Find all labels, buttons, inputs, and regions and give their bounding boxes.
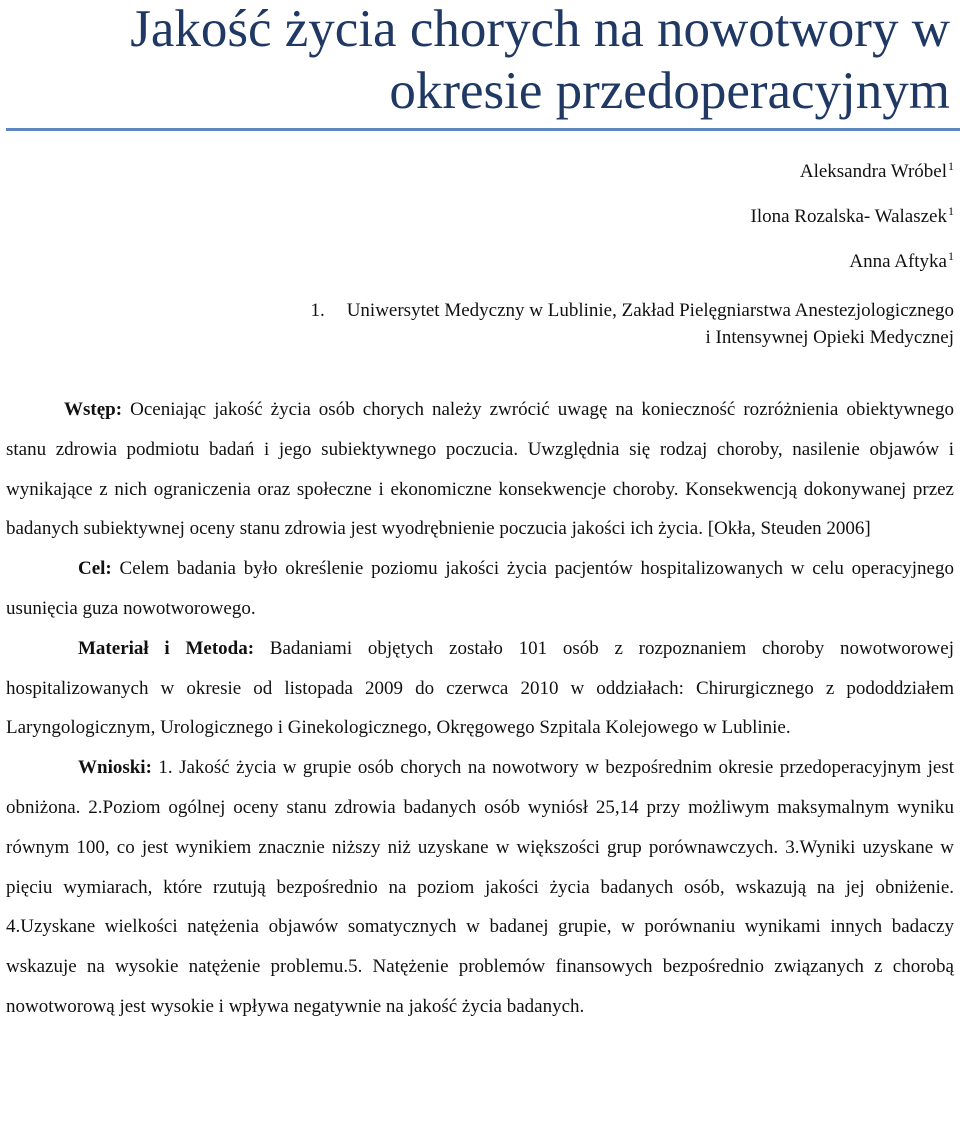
- affiliation: [194, 297, 954, 351]
- section-conclusions-label: Wnioski:: [78, 757, 152, 779]
- author-2: [751, 205, 955, 228]
- author-3: [751, 250, 955, 273]
- title-divider: [6, 128, 960, 131]
- affiliation-text-1: Uniwersytet Medyczny w Lublinie, Zakład Pielęgniarstwa Anestezjologicznego: [346, 300, 954, 321]
- section-intro-label: Wstęp:: [64, 399, 123, 420]
- author-1: [751, 160, 955, 183]
- section-conclusions-text: 1. Jakość życia w grupie osób chorych na nowotwory w bezpośrednim okresie przedoperacyjnym jest obniżona. 2.Poziom ogólnej oceny stanu zdrowia badanych osób wyniósł 25,14 przy możliwym maksymalnym wyniku równym 100, co jest wynikiem znacznie niższy niż uzyskane w większości grup porównawczych. 3.Wyniki uzyskane w pięciu wymiarach, które rzutują bezpośrednio na poziom jakości życia badanych osób, wskazują na jej obniżenie. 4.Uzyskane wielkości natężenia objawów somatycznych w badanej grupie, w porównaniu wynikami innych badaczy wskazuje na wysokie natężenie problemu.5. Natężenie problemów finansowych bezpośrednio związanych z chorobą nowotworową jest wysokie i wpływa negatywnie na jakość życia badanych.: [6, 757, 954, 1017]
- paper-title: Jakość życia chorych na nowotwory w okresie przedoperacyjnym: [130, 0, 950, 120]
- affiliation-line-2: i Intensywnej Opieki Medycznej: [705, 327, 954, 348]
- author-affil-mark: 1: [948, 158, 954, 173]
- section-aim-text: Celem badania było określenie poziomu jakości życia pacjentów hospitalizowanych w celu operacyjnego usunięcia guza nowotworowego.: [6, 558, 954, 619]
- author-affil-mark: 1: [948, 203, 954, 218]
- abstract: [6, 390, 954, 1027]
- affiliation-line-1: [194, 297, 954, 324]
- author-list: [751, 160, 955, 295]
- section-aim: [6, 549, 954, 629]
- author-affil-mark: 1: [948, 248, 954, 263]
- section-intro: [6, 390, 954, 549]
- author-name: Anna Aftyka: [849, 251, 947, 272]
- section-methods-text: Badaniami objętych zostało 101 osób z rozpoznaniem choroby nowotworowej hospitalizowanych w okresie od listopada 2009 do czerwca 2010 w oddziałach: Chirurgicznego z pododdziałem Laryngologicznym, Urologicznego i Ginekologicznego, Okręgowego Szpitala Kolejowego w Lublinie.: [6, 637, 954, 739]
- section-intro-text: Oceniając jakość życia osób chorych należy zwrócić uwagę na konieczność rozróżnienia obiektywnego stanu zdrowia podmiotu badań i jego subiektywnego poczucia. Uwzględnia się rodzaj choroby, nasilenie objawów i wynikające z nich ograniczenia oraz społeczne i ekonomiczne konsekwencje choroby. Konsekwencją dokonywanej przez badanych subiektywnej oceny stanu zdrowia jest wyodrębnienie poczucia jakości ich życia. [Okła, Steuden 2006]: [6, 399, 954, 540]
- section-methods-label: Materiał i Metoda:: [78, 637, 255, 659]
- author-name: Ilona Rozalska- Walaszek: [750, 206, 947, 227]
- affiliation-number: 1.: [310, 300, 325, 321]
- section-methods: [6, 629, 954, 748]
- author-name: Aleksandra Wróbel: [799, 161, 947, 182]
- section-conclusions: [6, 748, 954, 1027]
- section-aim-label: Cel:: [78, 558, 112, 580]
